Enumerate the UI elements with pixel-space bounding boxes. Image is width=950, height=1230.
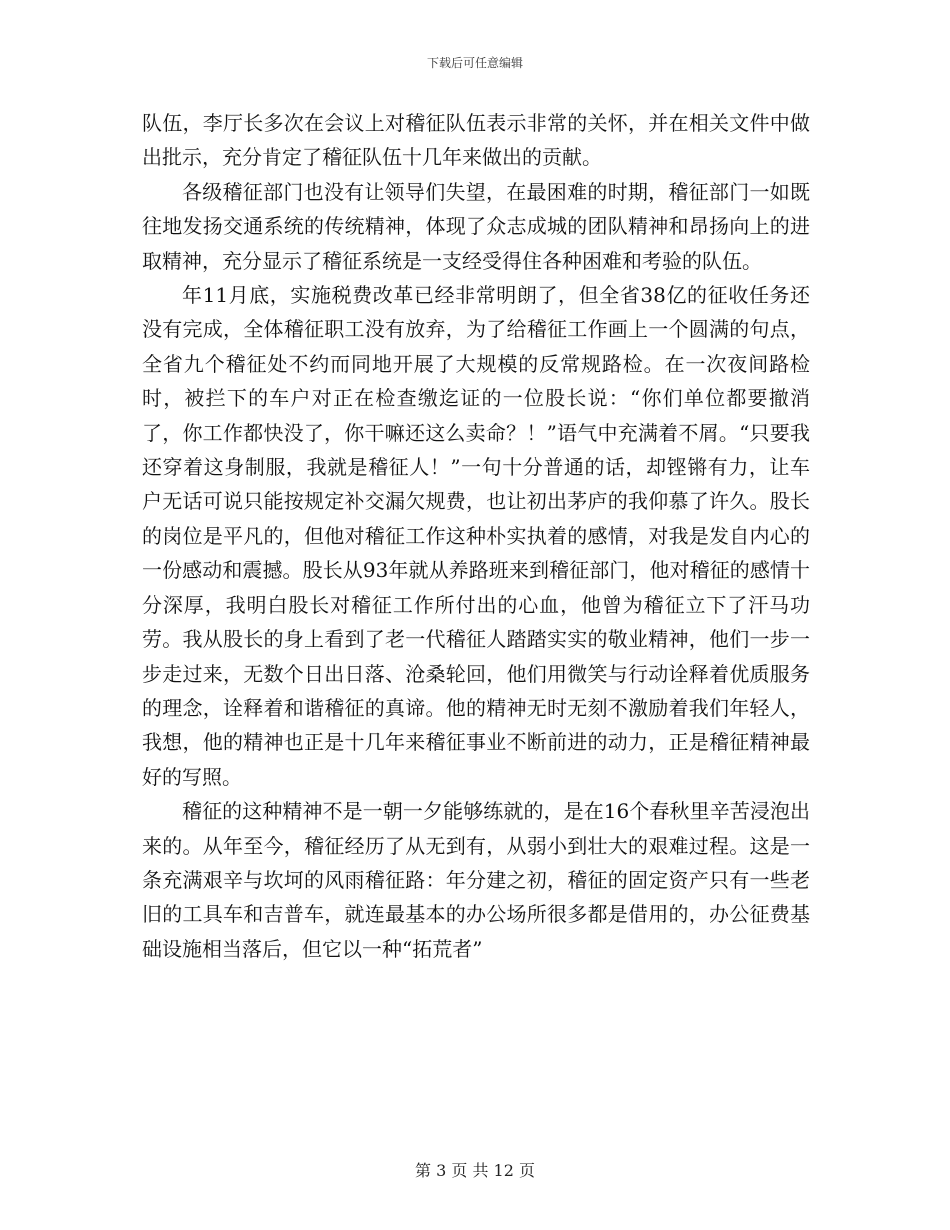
page-header-note: 下载后可任意编辑 (426, 56, 523, 70)
paragraph-continuation: 队伍，李厅长多次在会议上对稽征队伍表示非常的关怀，并在相关文件中做出批示，充分肯定了稽征队伍十几年来做出的贡献。 (142, 111, 810, 170)
page-number-footer: 第 3 页 共 12 页 (415, 1161, 535, 1180)
paragraph: 稽征的这种精神不是一朝一夕能够练就的，是在16个春秋里辛苦浸泡出来的。从年至今，稽征经历了从无到有，从弱小到壮大的艰难过程。这是一条充满艰辛与坎坷的风雨稽征路：年分建之初，稽征的固定资产只有一些老旧的工具车和吉普车，就连最基本的办公场所很多都是借用的，办公征费基础设施相当落后，但它以一种“拓荒者” (142, 799, 810, 961)
paragraph: 各级稽征部门也没有让领导们失望，在最困难的时期，稽征部门一如既往地发扬交通系统的传统精神，体现了众志成城的团队精神和昂扬向上的进取精神，充分显示了稽征系统是一支经受得住各种困难和考验的队伍。 (142, 179, 810, 273)
paragraph: 年11月底，实施税费改革已经非常明朗了，但全省38亿的征收任务还没有完成，全体稽征职工没有放弃，为了给稽征工作画上一个圆满的句点，全省九个稽征处不约而同地开展了大规模的反常规路检。在一次夜间路检时，被拦下的车户对正在检查缴迄证的一位股长说：“你们单位都要撤消了，你工作都快没了，你干嘛还这么卖命？！”语气中充满着不屑。“只要我还穿着这身制服，我就是稽征人！”一句十分普通的话，却铿锵有力，让车户无话可说只能按规定补交漏欠规费，也让初出茅庐的我仰慕了许久。股长的岗位是平凡的，但他对稽征工作这种朴实执着的感情，对我是发自内心的一份感动和震撼。股长从93年就从养路班来到稽征部门，他对稽征的感情十分深厚，我明白股长对稽征工作所付出的心血，他曾为稽征立下了汗马功劳。我从股长的身上看到了老一代稽征人踏踏实实的敬业精神，他们一步一步走过来，无数个日出日落、沧桑轮回，他们用微笑与行动诠释着优质服务的理念，诠释着和谐稽征的真谛。他的精神无时无刻不激励着我们年轻人，我想，他的精神也正是十几年来稽征事业不断前进的动力，正是稽征精神最好的写照。 (142, 283, 810, 789)
document-body (142, 106, 810, 966)
